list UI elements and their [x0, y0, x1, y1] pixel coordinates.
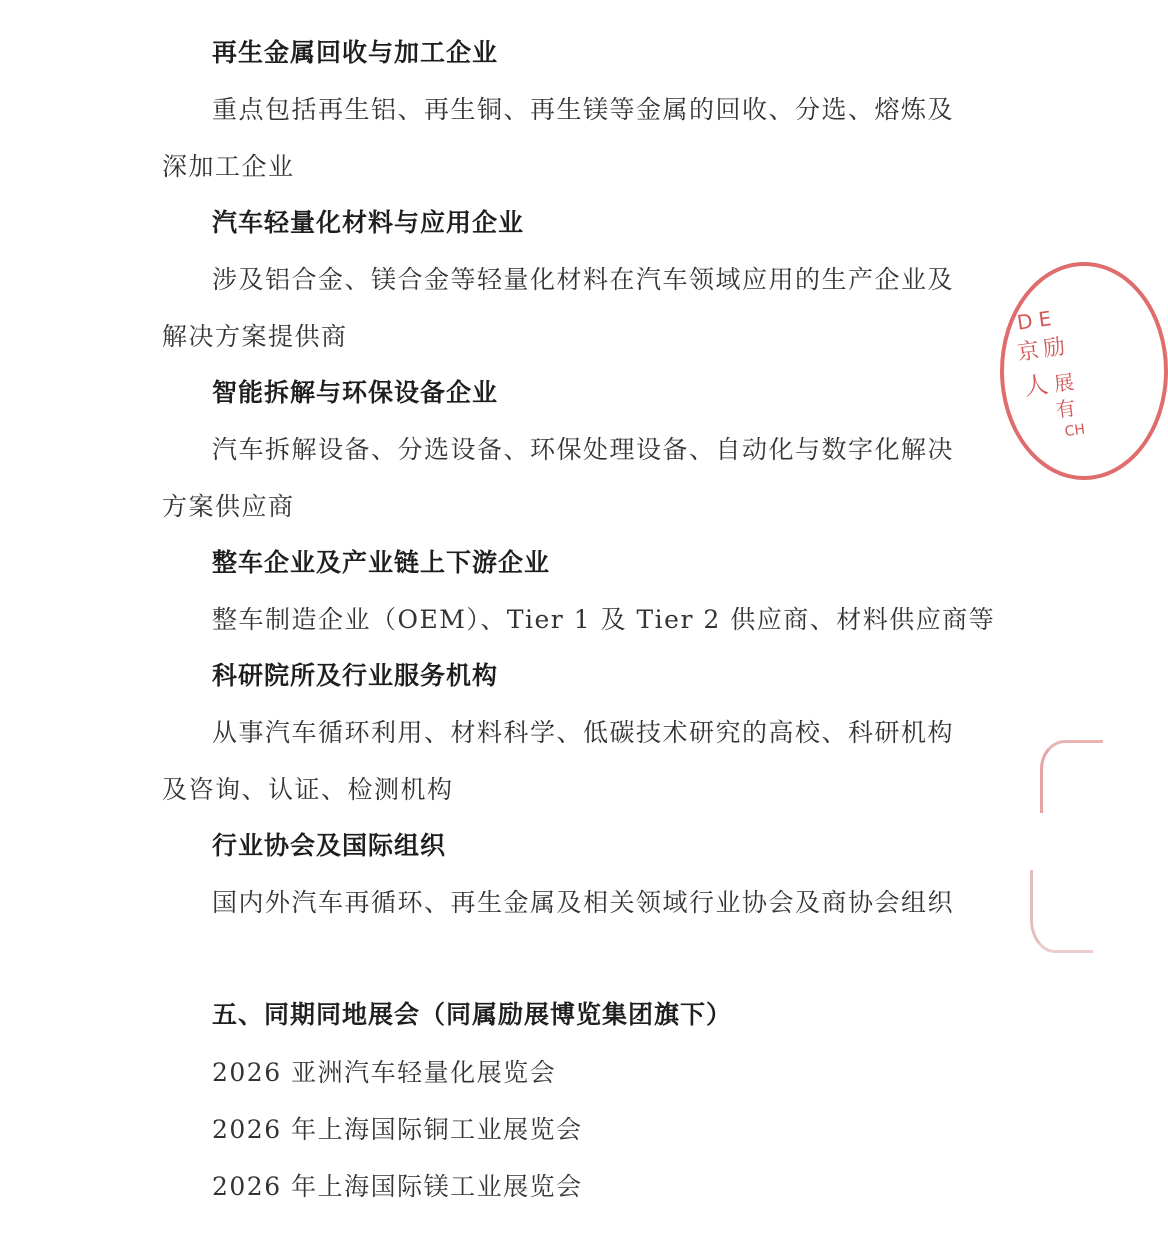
svg-text:CH: CH	[1063, 421, 1087, 441]
section-description-continued: 解决方案提供商	[162, 322, 348, 351]
section-description: 从事汽车循环利用、材料科学、低碳技术研究的高校、科研机构	[212, 718, 955, 747]
svg-text:有: 有	[1054, 395, 1078, 423]
seal-remnant-mark	[1030, 870, 1093, 953]
svg-text:人: 人	[1022, 370, 1050, 402]
section-description: 涉及铝合金、镁合金等轻量化材料在汽车领域应用的生产企业及	[212, 265, 955, 294]
section-title: 再生金属回收与加工企业	[212, 38, 499, 67]
section-description: 整车制造企业（OEM）、Tier 1 及 Tier 2 供应商、材料供应商等	[212, 605, 996, 634]
section-description: 重点包括再生铝、再生铜、再生镁等金属的回收、分选、熔炼及	[212, 95, 955, 124]
section-description-continued: 深加工企业	[162, 152, 295, 181]
svg-text:展: 展	[1052, 369, 1076, 397]
section-description-continued: 方案供应商	[162, 492, 295, 521]
svg-text:京: 京	[1015, 338, 1041, 366]
section-description-continued: 及咨询、认证、检测机构	[162, 775, 454, 804]
seal-remnant-mark	[1040, 740, 1103, 813]
section-description: 国内外汽车再循环、再生金属及相关领域行业协会及商协会组织	[212, 888, 955, 917]
section-description: 汽车拆解设备、分选设备、环保处理设备、自动化与数字化解决	[212, 435, 955, 464]
concurrent-exhibition-item: 2026 亚洲汽车轻量化展览会	[212, 1058, 557, 1087]
svg-text:励: 励	[1041, 334, 1067, 363]
concurrent-exhibitions-heading: 五、同期同地展会（同属励展博览集团旗下）	[212, 1000, 733, 1029]
section-title: 科研院所及行业服务机构	[212, 661, 499, 690]
concurrent-exhibition-item: 2026 年上海国际镁工业展览会	[212, 1172, 583, 1201]
section-title: 智能拆解与环保设备企业	[212, 378, 499, 407]
svg-text:D E: D E	[1015, 306, 1053, 335]
section-title: 汽车轻量化材料与应用企业	[212, 208, 525, 237]
section-title: 整车企业及产业链上下游企业	[212, 548, 551, 577]
concurrent-exhibition-item: 2026 年上海国际铜工业展览会	[212, 1115, 583, 1144]
section-title: 行业协会及国际组织	[212, 831, 447, 860]
